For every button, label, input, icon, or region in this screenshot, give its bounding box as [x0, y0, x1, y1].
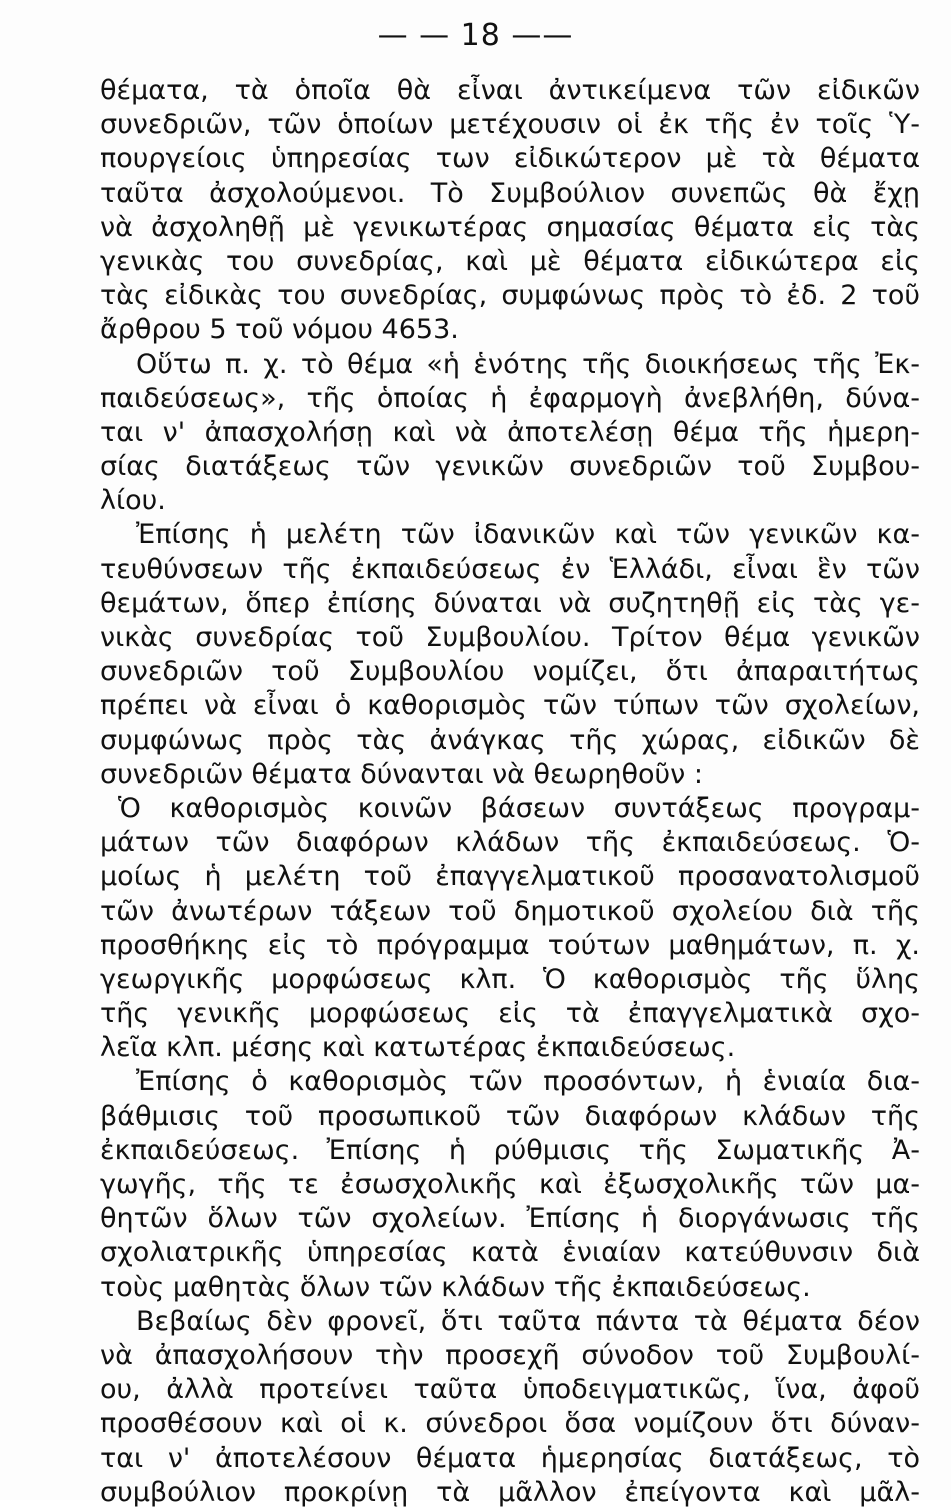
text-line: Βεβαίως δὲν φρονεῖ, ὅτι ταῦτα πάντα τὰ θέματα δέον [136, 1305, 920, 1337]
text-line: γωγῆς, τῆς τε ἐσωσχολικῆς καὶ ἐξωσχολικῆς τῶν μα- [100, 1169, 920, 1200]
text-line: γενικὰς του συνεδρίας, καὶ μὲ θέματα εἰδικώτερα εἰς [100, 245, 920, 277]
text-line: συμφώνως πρὸς τὰς ἀνάγκας τῆς χώρας, εἰδικῶν δὲ [100, 724, 920, 756]
text-line: ται ν' ἀπασχολήσῃ καὶ νὰ ἀποτελέσῃ θέμα τῆς ἡμερη- [100, 416, 920, 448]
text-line: θητῶν ὅλων τῶν σχολείων. Ἐπίσης ἡ διοργάνωσις τῆς [100, 1203, 920, 1235]
body-text [100, 74, 920, 1510]
text-line: ται ν' ἀποτελέσουν θέματα ἡμερησίας διατάξεως, τὸ [100, 1442, 920, 1474]
text-line: ἐκπαιδεύσεως. Ἐπίσης ἡ ρύθμισις τῆς Σωματικῆς Ἀ- [100, 1134, 920, 1166]
text-line: συμβούλιον προκρίνῃ τὰ μᾶλλον ἐπείγοντα καὶ μᾶλ- [100, 1476, 920, 1508]
text-line: προσθήκης εἰς τὸ πρόγραμμα τούτων μαθημάτων, π. χ. [100, 929, 920, 961]
text-line: θεμάτων, ὅπερ ἐπίσης δύναται νὰ συζητηθῇ εἰς τὰς γε- [100, 587, 920, 619]
text-line: πρέπει νὰ εἶναι ὁ καθορισμὸς τῶν τύπων τῶν σχολείων, [100, 690, 920, 722]
text-line: γεωργικῆς μορφώσεως κλπ. Ὁ καθορισμὸς τῆς ὕλης [100, 963, 920, 995]
text-line: συνεδριῶν τοῦ Συμβουλίου νομίζει, ὅτι ἀπαραιτήτως [100, 656, 920, 688]
text-line: νικὰς συνεδρίας τοῦ Συμβουλίου. Τρίτον θέμα γενικῶν [100, 622, 920, 653]
text-line: Οὕτω π. χ. τὸ θέμα «ἡ ἑνότης τῆς διοικήσεως τῆς Ἐκ- [136, 348, 920, 380]
text-line: λίου. [100, 485, 166, 517]
text-line: νὰ ἀσχοληθῇ μὲ γενικωτέρας σημασίας θέματα εἰς τὰς [100, 211, 920, 243]
text-line: λεῖα κλπ. μέσης καὶ κατωτέρας ἐκπαιδεύσεως. [100, 1032, 736, 1064]
text-line: Ἐπίσης ἡ μελέτη τῶν ἰδανικῶν καὶ τῶν γενικῶν κα- [136, 519, 920, 551]
text-line: συνεδριῶν, τῶν ὁποίων μετέχουσιν οἱ ἐκ τῆς ἐν τοῖς Ὑ- [100, 109, 920, 141]
text-line: τῆς γενικῆς μορφώσεως εἰς τὰ ἐπαγγελματικὰ σχο- [100, 998, 920, 1030]
text-line: Ἐπίσης ὁ καθορισμὸς τῶν προσόντων, ἡ ἑνιαία δια- [136, 1066, 920, 1098]
text-line: σχολιατρικῆς ὑπηρεσίας κατὰ ἑνιαίαν κατεύθυνσιν διὰ [100, 1237, 920, 1269]
text-line: μοίως ἡ μελέτη τοῦ ἐπαγγελματικοῦ προσανατολισμοῦ [100, 861, 920, 893]
text-line: μάτων τῶν διαφόρων κλάδων τῆς ἐκπαιδεύσεως. Ὁ- [100, 827, 920, 859]
text-line: προσθέσουν καὶ οἱ κ. σύνεδροι ὅσα νομίζουν ὅτι δύναν- [100, 1408, 920, 1440]
page-number: — — 18 —— [377, 18, 574, 53]
text-line: τῶν ἀνωτέρων τάξεων τοῦ δημοτικοῦ σχολείου διὰ τῆς [100, 895, 920, 927]
text-line: νὰ ἀπασχολήσουν τὴν προσεχῆ σύνοδον τοῦ Συμβουλί- [100, 1339, 920, 1371]
text-line: ἄρθρου 5 τοῦ νόμου 4653. [100, 314, 459, 346]
text-line: ταῦτα ἀσχολούμενοι. Τὸ Συμβούλιον συνεπῶς θὰ ἔχῃ [100, 177, 920, 209]
text-line: σίας διατάξεως τῶν γενικῶν συνεδριῶν τοῦ Συμβου- [100, 451, 920, 483]
text-line: τοὺς μαθητὰς ὅλων τῶν κλάδων τῆς ἐκπαιδεύσεως. [100, 1271, 811, 1303]
text-line: θέματα, τὰ ὁποῖα θὰ εἶναι ἀντικείμενα τῶν εἰδικῶν [100, 75, 920, 106]
text-line: παιδεύσεως», τῆς ὁποίας ἡ ἐφαρμογὴ ἀνεβλήθη, δύνα- [100, 382, 920, 414]
text-line: συνεδριῶν θέματα δύνανται νὰ θεωρηθοῦν : [100, 758, 703, 790]
text-line: Ὁ καθορισμὸς κοινῶν βάσεων συντάξεως προγραμ- [118, 792, 920, 824]
text-line: τὰς εἰδικὰς του συνεδρίας, συμφώνως πρὸς τὸ ἐδ. 2 τοῦ [100, 280, 920, 312]
text-line: πουργείοις ὑπηρεσίας των εἰδικώτερον μὲ τὰ θέματα [100, 143, 920, 175]
text-line: βάθμισις τοῦ προσωπικοῦ τῶν διαφόρων κλάδων τῆς [100, 1100, 920, 1132]
text-line: ου, ἀλλὰ προτείνει ταῦτα ὑποδειγματικῶς, ἵνα, ἀφοῦ [100, 1374, 920, 1406]
text-line: τευθύνσεων τῆς ἐκπαιδεύσεως ἐν Ἑλλάδι, εἶναι ἓν τῶν [100, 553, 920, 585]
